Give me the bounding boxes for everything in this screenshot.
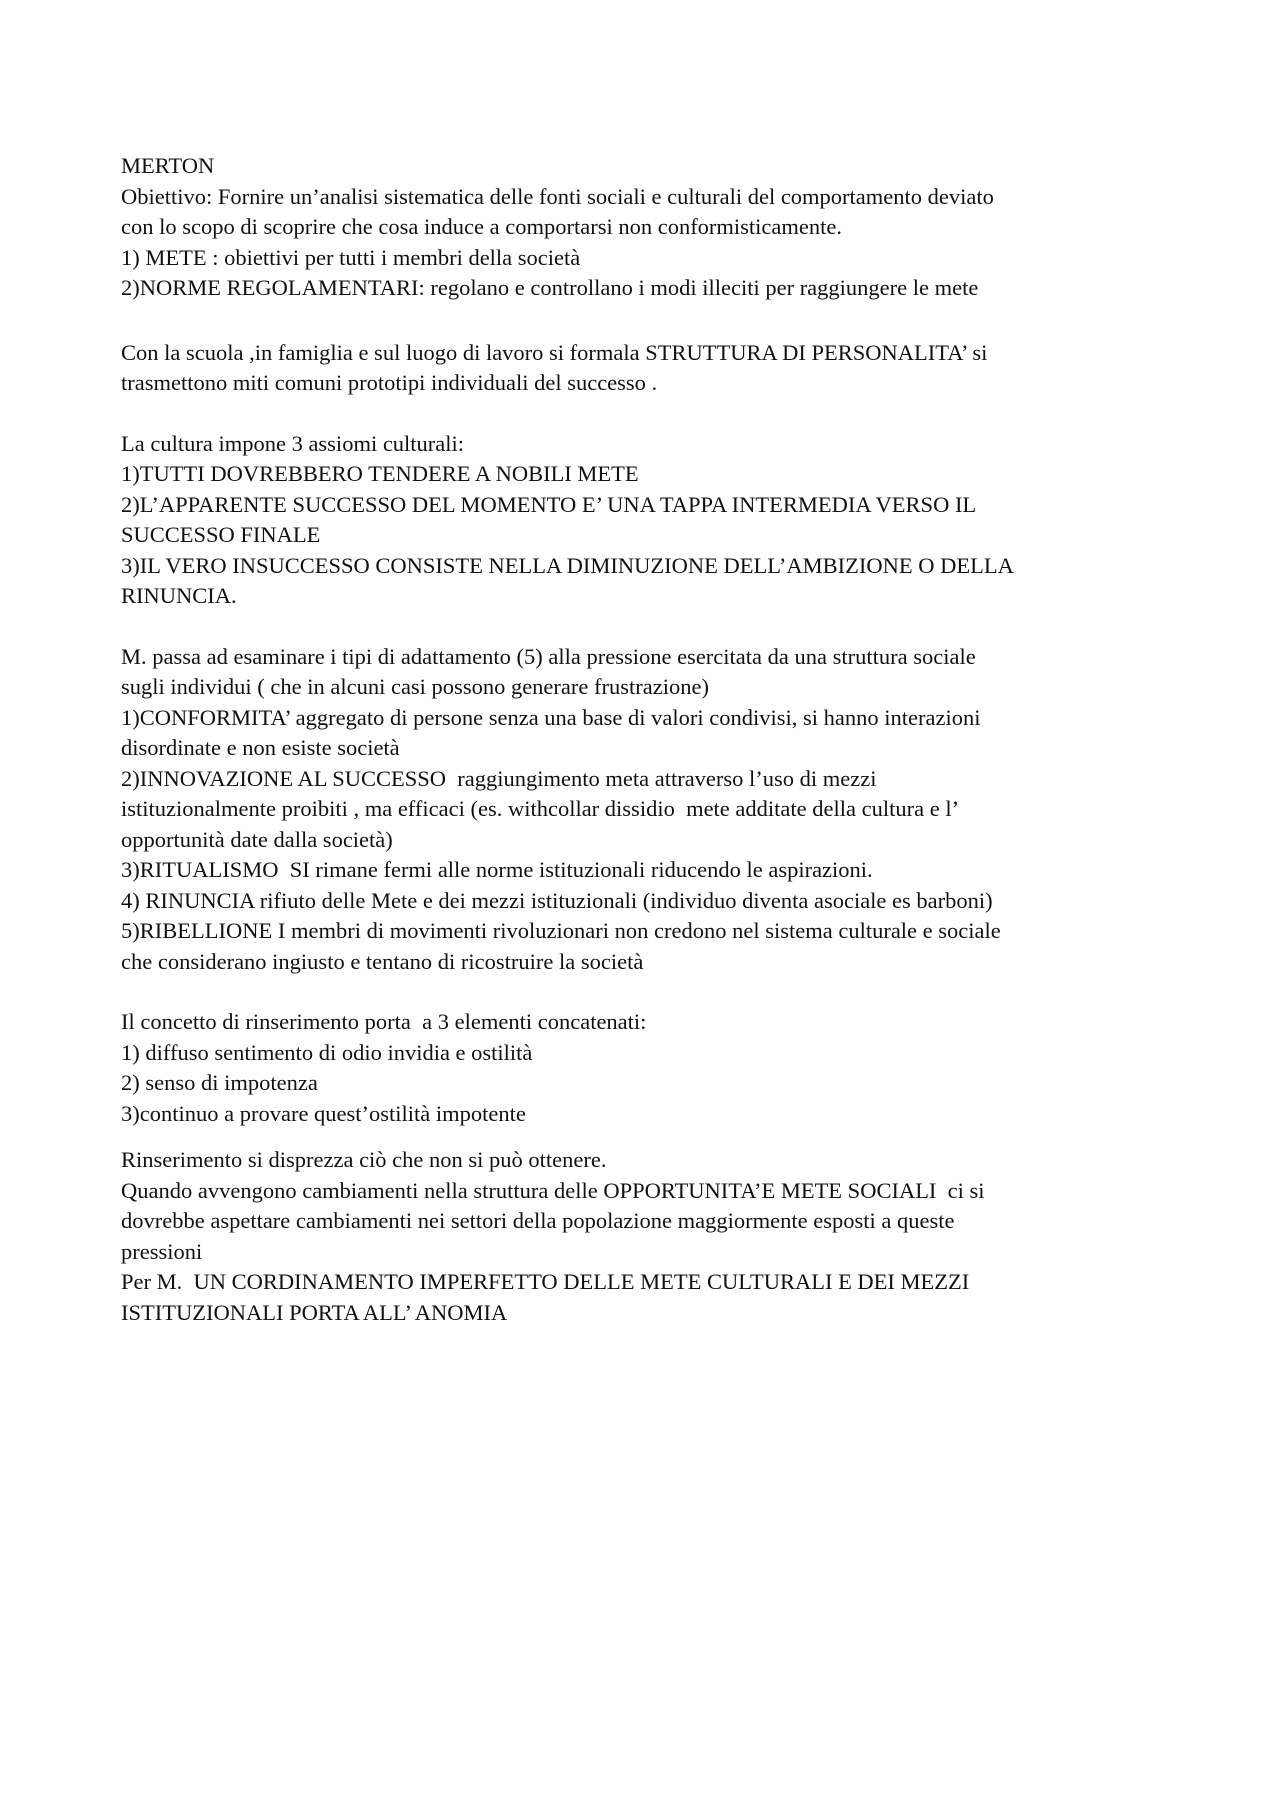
- text-line: ISTITUZIONALI PORTA ALL’ ANOMIA: [121, 1299, 508, 1325]
- text-line: pressioni: [121, 1238, 203, 1264]
- text-line: istituzionalmente proibiti , ma efficaci (es. withcollar dissidio mete additate della cultura e l’: [121, 796, 960, 821]
- text-line: Rinserimento si disprezza ciò che non si può ottenere.: [121, 1147, 607, 1172]
- text-line: 3)RITUALISMO SI rimane fermi alle norme istituzionali riducendo le aspirazioni.: [121, 857, 873, 882]
- text-line: Con la scuola ,in famiglia e sul luogo di lavoro si formala STRUTTURA DI PERSONALITA’ si: [121, 339, 988, 365]
- text-line: 2)NORME REGOLAMENTARI: regolano e controllano i modi illeciti per raggiungere le mete: [121, 275, 979, 300]
- intro-block: [121, 151, 1181, 304]
- personality-block: [121, 338, 1181, 399]
- text-line: MERTON: [121, 153, 215, 178]
- text-line: 3)continuo a provare quest’ostilità impotente: [121, 1100, 526, 1126]
- document-body: [121, 151, 1181, 1328]
- text-line: La cultura impone 3 assiomi culturali:: [121, 430, 465, 456]
- text-line: con lo scopo di scoprire che cosa induce a comportarsi non conformisticamente.: [121, 214, 843, 239]
- text-line: 5)RIBELLIONE I membri di movimenti rivoluzionari non credono nel sistema culturale e sociale: [121, 918, 1001, 943]
- paragraph-spacer: [121, 977, 1181, 1007]
- text-line: SUCCESSO FINALE: [121, 522, 321, 547]
- paragraph-spacer: [121, 399, 1181, 429]
- text-line: 1) diffuso sentimento di odio invidia e ostilità: [121, 1039, 533, 1065]
- text-line: Il concetto di rinserimento porta a 3 elementi concatenati:: [121, 1009, 647, 1034]
- text-line: 1) METE : obiettivi per tutti i membri della società: [121, 244, 581, 270]
- text-line: M. passa ad esaminare i tipi di adattamento (5) alla pressione esercitata da una struttura sociale: [121, 643, 976, 669]
- text-line: 1)TUTTI DOVREBBERO TENDERE A NOBILI METE: [121, 461, 639, 486]
- conclusion-block: [121, 1145, 1181, 1328]
- text-line: che considerano ingiusto e tentano di ricostruire la società: [121, 948, 644, 974]
- text-line: disordinate e non esiste società: [121, 735, 400, 760]
- text-line: 2)L’APPARENTE SUCCESSO DEL MOMENTO E’ UNA TAPPA INTERMEDIA VERSO IL: [121, 491, 977, 517]
- resentment-block: [121, 1007, 1181, 1129]
- paragraph-spacer: [121, 1129, 1181, 1145]
- text-line: Quando avvengono cambiamenti nella struttura delle OPPORTUNITA’E METE SOCIALI ci si: [121, 1177, 985, 1203]
- text-line: Obiettivo: Fornire un’analisi sistematica delle fonti sociali e culturali del comportamento deviato: [121, 183, 994, 209]
- text-line: opportunità date dalla società): [121, 826, 393, 852]
- text-line: sugli individui ( che in alcuni casi possono generare frustrazione): [121, 674, 709, 699]
- adaptation-block: [121, 642, 1181, 978]
- text-line: 3)IL VERO INSUCCESSO CONSISTE NELLA DIMINUZIONE DELL’AMBIZIONE O DELLA: [121, 552, 1014, 578]
- text-line: 4) RINUNCIA rifiuto delle Mete e dei mezzi istituzionali (individuo diventa asociale es barboni): [121, 887, 993, 913]
- text-line: RINUNCIA.: [121, 583, 237, 608]
- text-line: dovrebbe aspettare cambiamenti nei settori della popolazione maggiormente esposti a queste: [121, 1208, 955, 1233]
- text-line: 2)INNOVAZIONE AL SUCCESSO raggiungimento meta attraverso l’uso di mezzi: [121, 765, 877, 791]
- text-line: trasmettono miti comuni prototipi individuali del successo .: [121, 370, 658, 395]
- paragraph-spacer: [121, 304, 1181, 338]
- axioms-block: [121, 429, 1181, 612]
- text-line: 1)CONFORMITA’ aggregato di persone senza una base di valori condivisi, si hanno interazioni: [121, 704, 981, 730]
- text-line: 2) senso di impotenza: [121, 1070, 318, 1095]
- text-line: Per M. UN CORDINAMENTO IMPERFETTO DELLE METE CULTURALI E DEI MEZZI: [121, 1269, 970, 1294]
- paragraph-spacer: [121, 612, 1181, 642]
